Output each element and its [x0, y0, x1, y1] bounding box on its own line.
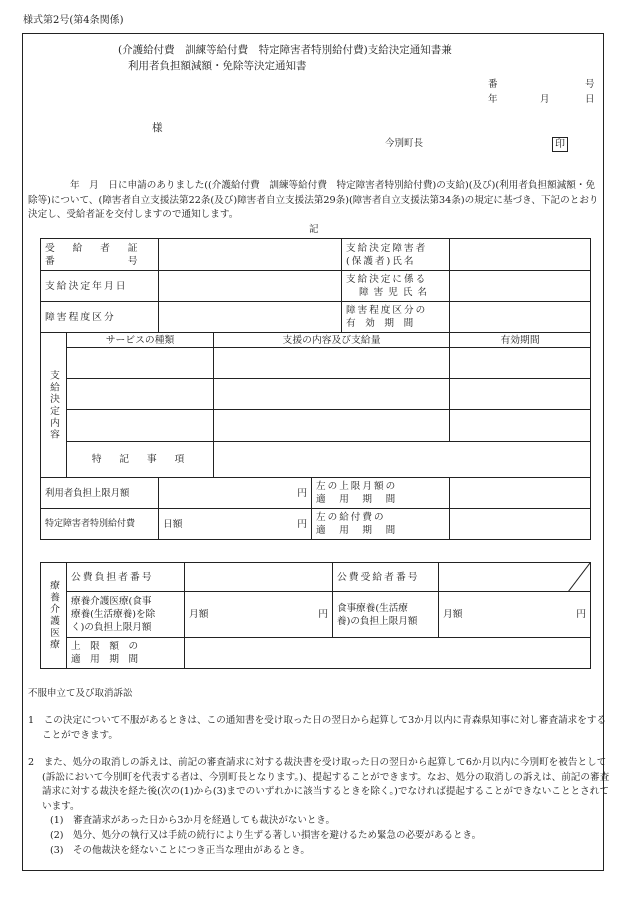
recipient-honorific: 様: [152, 122, 163, 134]
amount-row-2: [214, 379, 450, 410]
date-day-label: 日: [585, 94, 595, 105]
content-vertical-label: 支給決定内容: [41, 333, 67, 478]
special-notes-label: 特 記 事 項: [67, 442, 214, 478]
appeal-heading: 不服申立て及び取消訴訟: [28, 688, 133, 699]
recipient-number-label: 受 給 者 証 番 号: [41, 239, 159, 271]
public-payer-number-label: 公費負担者番号: [67, 563, 185, 592]
limit-period-value: [185, 638, 591, 669]
decision-date-value: [159, 271, 342, 302]
intro-paragraph: 年 月 日に申請のありました((介護給付費 訓練等給付費 特定障害者特別給付費)の支給)(及び)(利用者負担額減額・免除等)について、(障害者自立支援法第22条(及び)障害者自立支援法第29条)(障害者自立支援法第34条)の規定に基づき、下記のとおり決定し、受給者証を交付しますので通知します。: [28, 180, 599, 220]
medical-cap-label: 療養介護医療(食事 療養(生活療養)を除 く)の負担上限月額: [67, 592, 185, 638]
period-row-1: [450, 348, 591, 379]
date-month-label: 月: [540, 94, 550, 105]
medical-care-vertical-label: 療養介護医療: [41, 563, 67, 669]
public-payer-number-cells: [185, 563, 333, 592]
number-label: 番: [488, 79, 498, 90]
service-row-2: [67, 379, 214, 410]
limit-period-label: 上 限 額 の 適 用 期 間: [67, 638, 185, 669]
slash-mark: [568, 563, 590, 592]
medical-cap-value: 月額 円: [185, 592, 333, 638]
document-title-line2: 利用者負担額減額・免除等決定通知書: [128, 60, 307, 72]
period-row-3: [450, 410, 591, 442]
decision-date-label: 支給決定年月日: [41, 271, 159, 302]
appeal-item-1: 1 この決定について不服があるときは、この通知書を受け取った日の翌日から起算して3か月以内に青森県知事に対し審査請求をすることができます。: [28, 715, 607, 741]
period-row-2: [450, 379, 591, 410]
appeal-subitem-2: (2) 処分、処分の執行又は手続の続行により生ずる著しい損害を避けるため緊急の必要があるとき。: [50, 830, 482, 841]
level-period-value: [450, 302, 591, 333]
public-receiver-number-label: 公費受給者番号: [333, 563, 439, 592]
appeal-subitem-1: (1) 審査請求があった日から3か月を経過しても裁決がないとき。: [50, 815, 336, 826]
special-notes-value: [214, 442, 591, 478]
service-row-1: [67, 348, 214, 379]
cap-period-value: [450, 478, 591, 509]
amount-row-1: [214, 348, 450, 379]
decision-table: [40, 238, 591, 540]
special-benefit-label: 特定障害者特別給付費: [41, 509, 159, 540]
medical-care-table: [40, 562, 591, 669]
child-name-label: 支給決定に係る 障害児氏名: [342, 271, 450, 302]
cap-period-label: 左の上限月額の 適 用 期 間: [312, 478, 450, 509]
support-amount-header: 支援の内容及び支給量: [214, 333, 450, 348]
disability-level-value: [159, 302, 342, 333]
ki-label: 記: [309, 224, 319, 235]
valid-period-header: 有効期間: [450, 333, 591, 348]
meal-cap-label: 食事療養(生活療 養)の負担上限月額: [333, 592, 439, 638]
service-type-header: サービスの種類: [67, 333, 214, 348]
public-receiver-number-cells: [439, 563, 591, 592]
date-year-label: 年: [488, 94, 498, 105]
special-benefit-value: 日額 円: [159, 509, 312, 540]
benefit-period-label: 左の給付費の 適 用 期 間: [312, 509, 450, 540]
user-cap-label: 利用者負担上限月額: [41, 478, 159, 509]
disability-level-label: 障害程度区分: [41, 302, 159, 333]
service-row-3: [67, 410, 214, 442]
guardian-name-label: 支給決定障害者 (保護者)氏名: [342, 239, 450, 271]
number-suffix: 号: [585, 79, 595, 90]
issuer-name: 今別町長: [385, 138, 424, 149]
user-cap-value: 円: [159, 478, 312, 509]
meal-cap-value: 月額 円: [439, 592, 591, 638]
seal-mark: 印: [552, 137, 568, 152]
child-name-value: [450, 271, 591, 302]
appeal-item-2: 2 また、処分の取消しの訴えは、前記の審査請求に対する裁決書を受け取った日の翌日から起算して6か月以内に今別町を被告として(訴訟において今別町を代表する者は、今別町長となります。)、提起することができます。なお、処分の取消しの訴えは、前記の審査請求に対する裁決を経た後(次の(1)から(3)までのいずれかに該当するときを除く。)でなければ提起することができないこととされています。: [28, 757, 610, 812]
guardian-name-value: [450, 239, 591, 271]
benefit-period-value: [450, 509, 591, 540]
document-title-line1: (介護給付費 訓練等給付費 特定障害者特別給付費)支給決定通知書兼: [118, 44, 452, 56]
level-period-label: 障害程度区分の 有 効 期 間: [342, 302, 450, 333]
form-number: 様式第2号(第4条関係): [23, 15, 124, 26]
appeal-subitem-3: (3) その他裁決を経ないことにつき正当な理由があるとき。: [50, 845, 310, 856]
amount-row-3: [214, 410, 450, 442]
recipient-number-cells: [159, 239, 342, 271]
